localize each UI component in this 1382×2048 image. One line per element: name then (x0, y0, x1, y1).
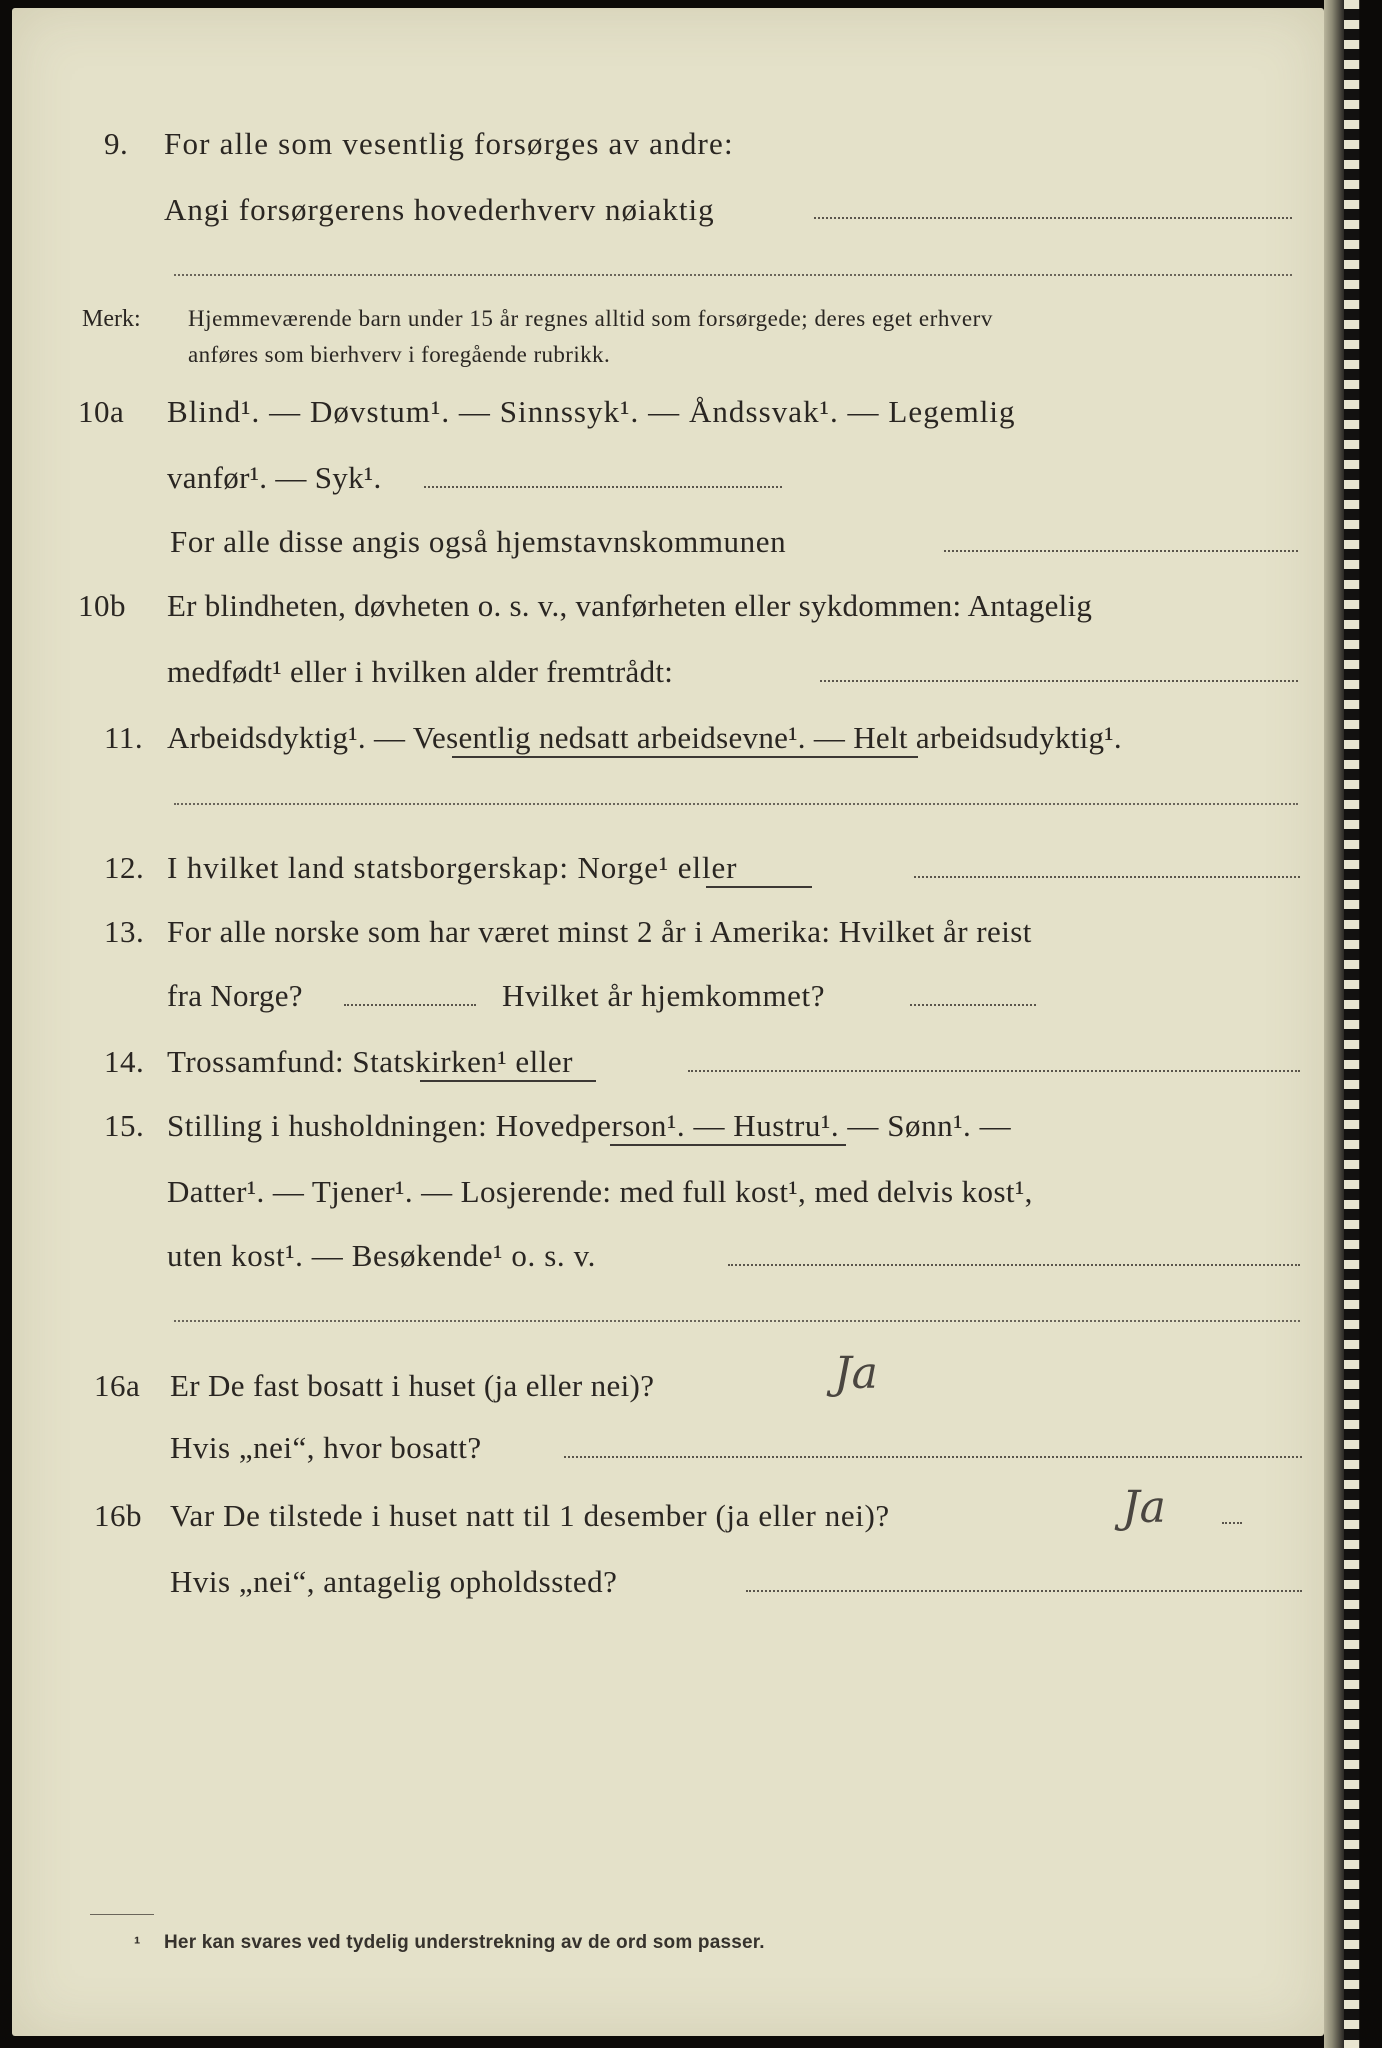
q15-line2: Datter¹. — Tjener¹. — Losjerende: med full kost¹, med delvis kost¹, (167, 1174, 1033, 1209)
paper-edge-shadow (1324, 0, 1344, 2048)
q11-part-c: ¹. — Helt arbeidsudyktig¹. (788, 720, 1122, 755)
q9-extra-field[interactable] (174, 274, 1292, 276)
q12-answer-underline (706, 886, 812, 888)
q16a-handwritten-answer: Ja (834, 1348, 878, 1399)
perforated-edge (1344, 0, 1382, 2048)
q10a-hjemstavn-field[interactable] (944, 550, 1298, 552)
q14-answer-field[interactable] (688, 1070, 1300, 1072)
q12-answer-field[interactable] (914, 876, 1300, 878)
q16b-line1: Var De tilstede i huset natt til 1 desember (ja eller nei)? (170, 1498, 890, 1533)
footnote-mark: ¹ (134, 1934, 141, 1955)
q15-line3: uten kost¹. — Besøkende¹ o. s. v. (167, 1238, 597, 1273)
q10b-line1: Er blindheten, døvheten o. s. v., vanførheten eller sykdommen: Antagelig (167, 588, 1093, 623)
q9-line2: Angi forsørgerens hovederhverv nøiaktig (164, 192, 715, 227)
q14-underlined-answer: Statskirken (352, 1044, 498, 1079)
q9-line1: For alle som vesentlig forsørges av andre: (164, 126, 734, 161)
q16b-number: 16b (94, 1498, 142, 1533)
q14-part-a: Trossamfund: (167, 1044, 353, 1079)
q12-part-a: I hvilket land statsborgerskap: (167, 850, 578, 885)
q15-answer-field[interactable] (728, 1264, 1300, 1266)
q12-part-c: ¹ eller (658, 850, 738, 885)
q10b-number: 10b (78, 588, 126, 623)
q16b-handwritten-answer: Ja (1122, 1482, 1166, 1533)
q16b-answer-field[interactable] (1222, 1522, 1242, 1524)
q13-hjemkommet-field[interactable] (910, 1004, 1036, 1006)
q13-number: 13. (104, 914, 145, 949)
q15-extra-field[interactable] (174, 1320, 1300, 1322)
q12-text (167, 850, 737, 886)
q10a-line1: Blind¹. — Døvstum¹. — Sinnssyk¹. — Åndssvak¹. — Legemlig (167, 394, 1016, 429)
q13-line2a: fra Norge? (167, 978, 303, 1013)
q14-text (167, 1044, 573, 1080)
merk-line2: anføres som bierhverv i foregående rubrikk. (188, 342, 611, 367)
footnote-text: Her kan svares ved tydelig understrekning av de ord som passer. (164, 1932, 765, 1953)
q10b-answer-field[interactable] (820, 680, 1298, 682)
q15-part-c: — Hustru¹. — Sønn¹. — (685, 1108, 1012, 1143)
q10a-line3: For alle disse angis også hjemstavnskommunen (170, 524, 787, 559)
q14-number: 14. (104, 1044, 145, 1079)
q13-reist-field[interactable] (344, 1004, 476, 1006)
merk-line1: Hjemmeværende barn under 15 år regnes alltid som forsørgede; deres eget erhverv (188, 306, 993, 331)
q11-underlined-answer: Vesentlig nedsatt arbeidsevne (412, 720, 789, 755)
q13-line1: For alle norske som har været minst 2 år i Amerika: Hvilket år reist (167, 914, 1032, 949)
q9-number: 9. (104, 126, 129, 161)
q11-extra-field[interactable] (174, 803, 1298, 805)
q14-part-c: ¹ eller (497, 1044, 573, 1079)
q16a-line1: Er De fast bosatt i huset (ja eller nei)? (170, 1368, 655, 1403)
q11-part-a: Arbeidsdyktig¹. — (167, 720, 413, 755)
q11-text (167, 720, 1122, 756)
q15-line1 (167, 1108, 1011, 1144)
q11-number: 11. (104, 720, 144, 755)
q16a-bosatt-field[interactable] (564, 1456, 1302, 1458)
q13-line2b: Hvilket år hjemkommet? (502, 978, 826, 1013)
q16b-line2: Hvis „nei“, antagelig opholdssted? (170, 1564, 618, 1599)
q16a-number: 16a (94, 1368, 141, 1403)
q10a-number: 10a (78, 394, 125, 429)
q15-underlined-answer: Hovedperson¹. (495, 1108, 686, 1143)
q10a-line2: vanfør¹. — Syk¹. (167, 460, 382, 495)
q10b-line2: medfødt¹ eller i hvilken alder fremtrådt: (167, 654, 674, 689)
q16a-line2: Hvis „nei“, hvor bosatt? (170, 1430, 482, 1465)
q12-number: 12. (104, 850, 145, 885)
q16b-opholdssted-field[interactable] (746, 1590, 1302, 1592)
q10a-syk-field[interactable] (424, 486, 782, 488)
q15-number: 15. (104, 1108, 145, 1143)
q11-answer-underline (452, 756, 918, 758)
q14-answer-underline (420, 1080, 596, 1082)
q15-part-a: Stilling i husholdningen: (167, 1108, 496, 1143)
q12-underlined-answer: Norge (577, 850, 659, 885)
census-form-page (12, 8, 1324, 2036)
q9-answer-field[interactable] (814, 217, 1292, 219)
q15-answer-underline (610, 1144, 846, 1146)
footnote-divider (90, 1914, 154, 1915)
merk-label: Merk: (82, 306, 141, 332)
